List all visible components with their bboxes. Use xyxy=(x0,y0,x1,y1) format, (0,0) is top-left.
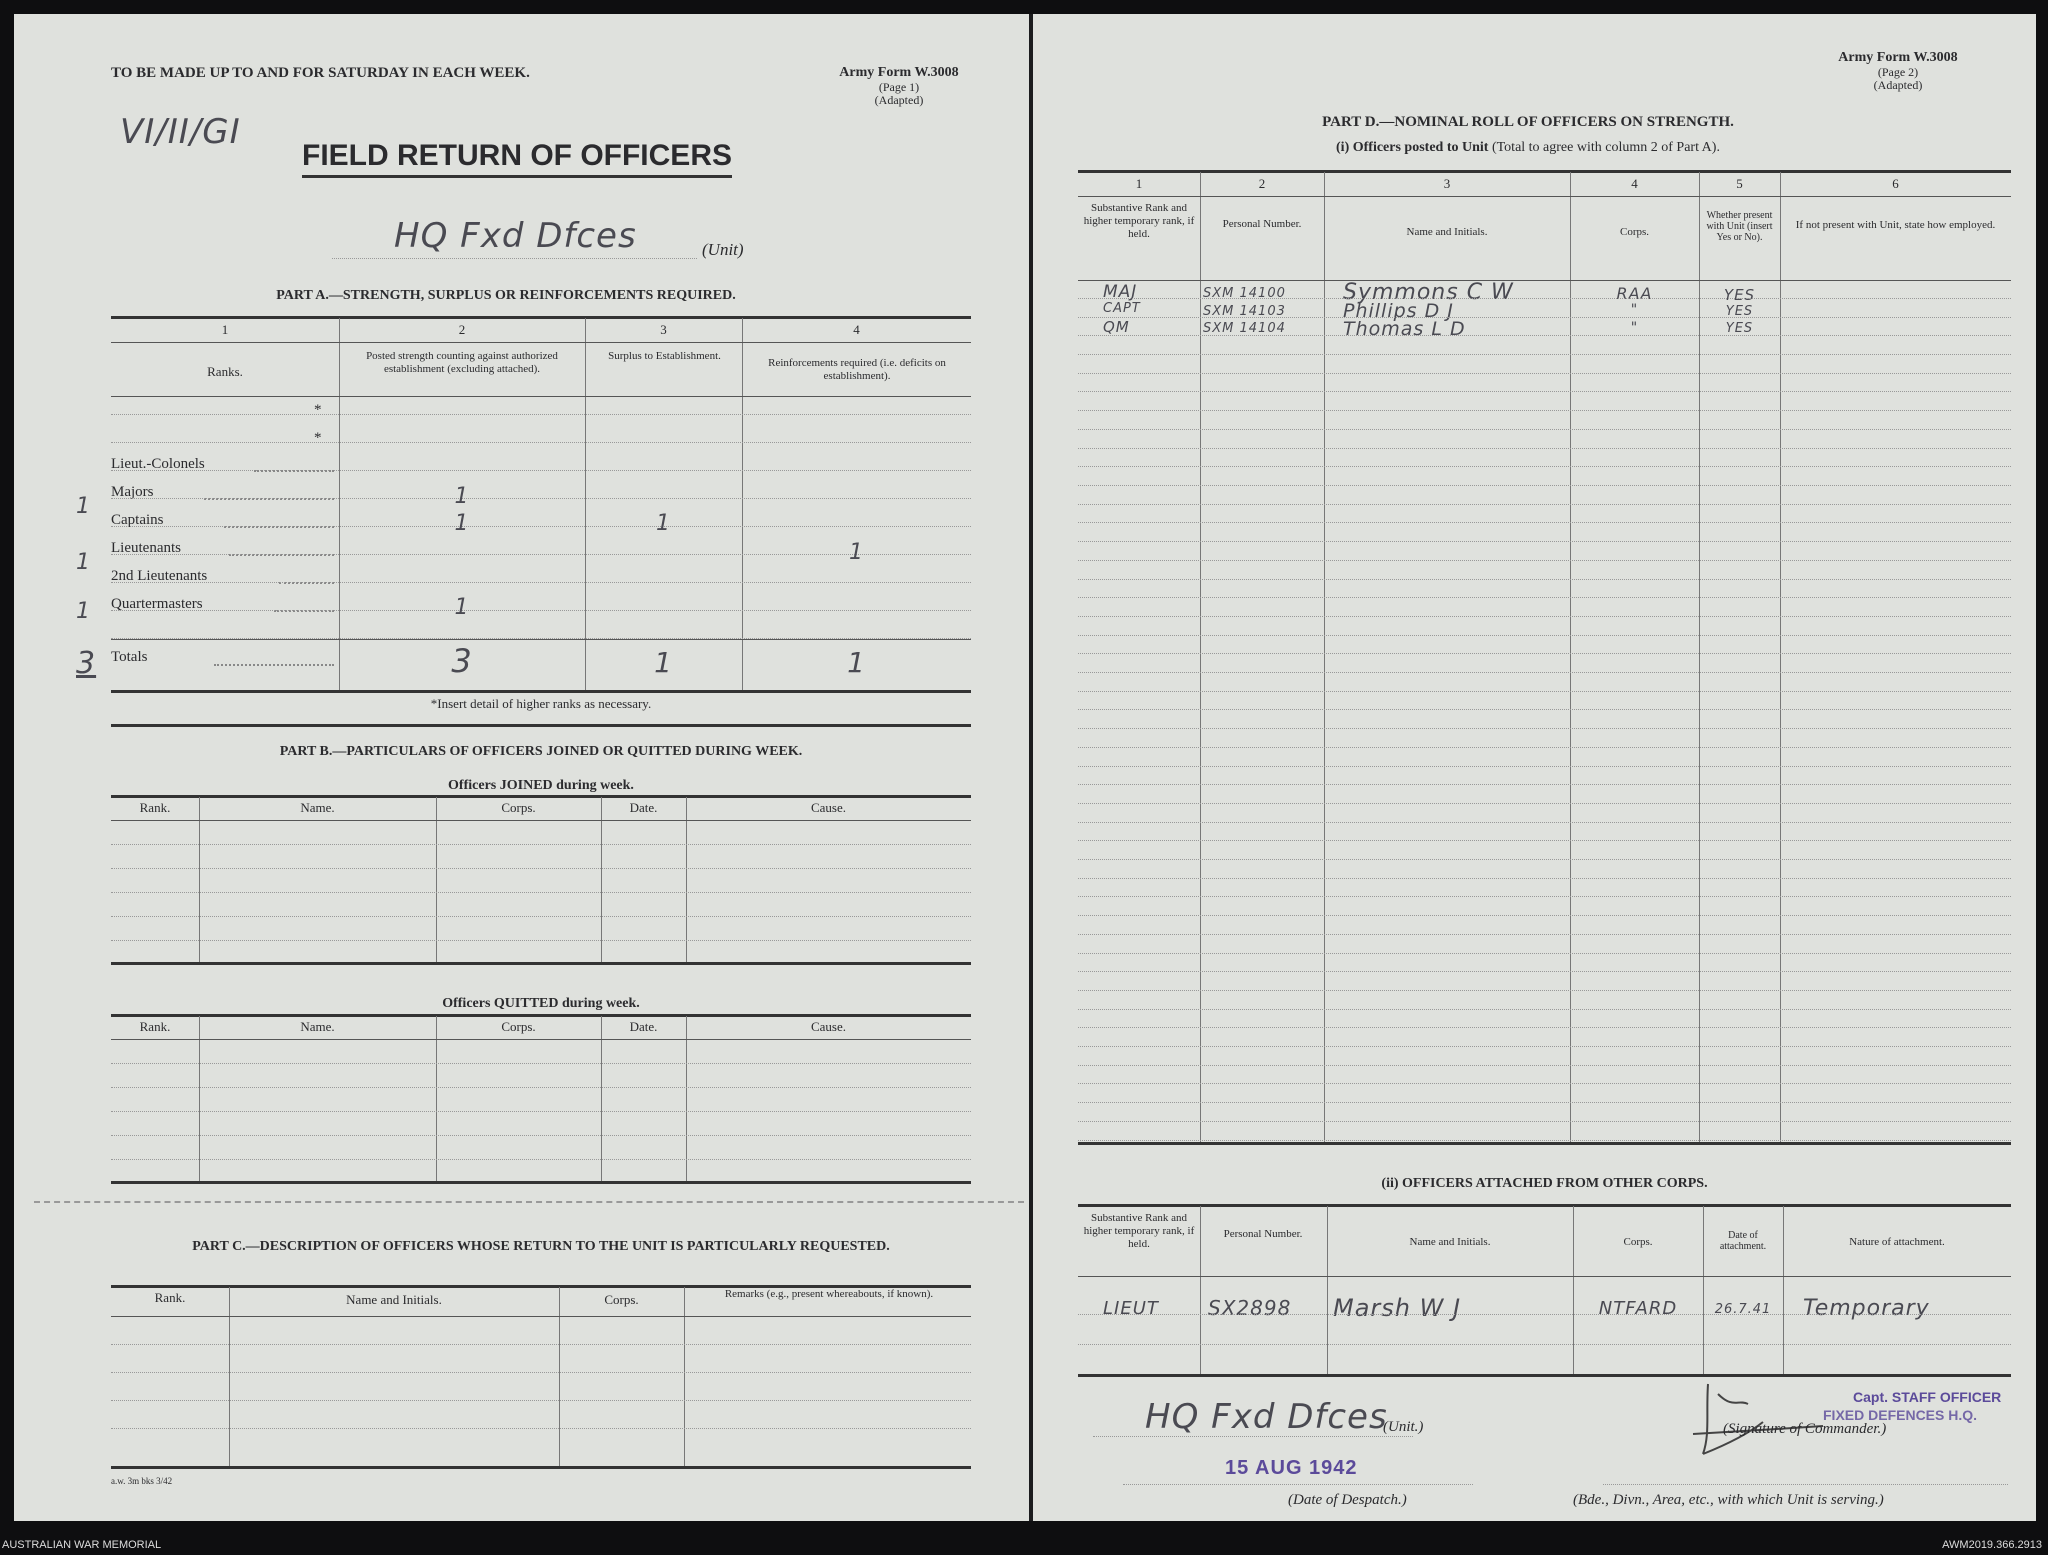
roll-ruled-line xyxy=(1078,298,2011,299)
roll-ruled-line xyxy=(1078,915,2011,916)
roll-ruled-line xyxy=(1078,691,2011,692)
roll-ruled-line xyxy=(1078,822,2011,823)
roll-rank: MAJ xyxy=(1103,282,1138,302)
col-number: 2 xyxy=(458,322,466,337)
dotted-rule xyxy=(1093,1436,1413,1437)
tally-mark: 1 xyxy=(76,550,91,575)
col-header: Corps. xyxy=(501,800,536,815)
thick-rule xyxy=(111,1466,971,1469)
thick-rule xyxy=(1078,1204,2011,1207)
col-divider xyxy=(436,797,437,962)
dotted-rule xyxy=(111,892,971,893)
part-d-sub-ii-heading: (ii) OFFICERS ATTACHED FROM OTHER CORPS. xyxy=(1381,1176,1708,1191)
col-divider xyxy=(229,1287,230,1467)
col-header-posted: Posted strength counting against authorized establishment (excluding attached). xyxy=(366,350,558,375)
serving-caption: (Bde., Divn., Area, etc., with which Unit is serving.) xyxy=(1573,1492,1884,1508)
thick-rule xyxy=(111,724,971,727)
roll-ruled-line xyxy=(1078,541,2011,542)
roll-ruled-line xyxy=(1078,317,2011,318)
asterisk: * xyxy=(314,430,322,446)
col-divider xyxy=(1327,1206,1328,1374)
roll-ruled-line xyxy=(1078,1046,2011,1047)
dotted-rule xyxy=(111,442,971,443)
dotted-rule xyxy=(1078,1314,2011,1315)
dotted-rule xyxy=(111,1400,971,1401)
col-divider xyxy=(1783,1206,1784,1374)
adapted-label: (Adapted) xyxy=(874,93,924,107)
att-corps: NTFARD xyxy=(1598,1298,1678,1319)
col-divider xyxy=(199,1016,200,1181)
roll-present: YES xyxy=(1725,321,1754,336)
thick-rule xyxy=(1078,1374,2011,1377)
totals-posted: 3 xyxy=(451,642,473,680)
totals-tally: 3 xyxy=(76,646,97,681)
dotted-rule xyxy=(111,844,971,845)
form-id: Army Form W.3008 xyxy=(839,65,959,80)
unit-handwritten: HQ Fxd Dfces xyxy=(1145,1397,1388,1437)
roll-ruled-line xyxy=(1078,335,2011,336)
roll-name: Phillips D J xyxy=(1343,300,1454,322)
roll-ruled-line xyxy=(1078,466,2011,467)
posted-value: 1 xyxy=(454,484,470,509)
col-header: Name. xyxy=(300,1019,335,1034)
roll-ruled-line xyxy=(1078,522,2011,523)
col-header: Name. xyxy=(300,800,335,815)
unit-underline xyxy=(332,258,697,259)
roll-ruled-line xyxy=(1078,429,2011,430)
col-header-employed: If not present with Unit, state how employed. xyxy=(1795,219,1996,231)
despatch-caption: (Date of Despatch.) xyxy=(1288,1492,1407,1508)
form-id-block xyxy=(804,65,994,107)
dotted-rule xyxy=(111,1428,971,1429)
form-id-block xyxy=(1803,50,1993,92)
page-label: (Page 1) xyxy=(878,80,920,94)
footer-accession: AWM2019.366.2913 xyxy=(1942,1539,2042,1551)
col-header: Rank. xyxy=(139,1019,171,1034)
col-header-number: Personal Number. xyxy=(1222,218,1302,230)
col-header: Name and Initials. xyxy=(346,1292,442,1307)
col-divider xyxy=(1573,1206,1574,1374)
col-header-rank: Substantive Rank and higher temporary rank, if held. xyxy=(1083,202,1195,240)
roll-present: YES xyxy=(1725,304,1754,319)
perforation-line xyxy=(34,1201,1024,1203)
att-header-number: Personal Number. xyxy=(1223,1228,1303,1240)
dotted-rule xyxy=(1603,1484,2008,1485)
thick-rule xyxy=(111,1181,971,1184)
roll-ruled-line xyxy=(1078,635,2011,636)
part-a-footnote: *Insert detail of higher ranks as necessary. xyxy=(430,696,652,711)
roll-ruled-line xyxy=(1078,971,2011,972)
roll-ruled-line xyxy=(1078,597,2011,598)
dotted-rule xyxy=(111,916,971,917)
dotted-rule xyxy=(111,1135,971,1136)
col-header-reinforcements: Reinforcements required (i.e. deficits on establishment). xyxy=(768,357,946,382)
roll-ruled-line xyxy=(1078,616,2011,617)
part-d-subheading xyxy=(1078,140,1978,156)
dotted-rule xyxy=(111,940,971,941)
thick-rule xyxy=(111,690,971,693)
dot-leader xyxy=(214,664,334,666)
roll-ruled-line xyxy=(1078,504,2011,505)
col-divider xyxy=(1200,1206,1201,1374)
att-header-rank: Substantive Rank and higher temporary rank, if held. xyxy=(1083,1212,1195,1250)
att-header-corps: Corps. xyxy=(1623,1236,1653,1248)
roll-rank: CAPT xyxy=(1103,301,1141,316)
thick-rule xyxy=(111,962,971,965)
col-header: Date. xyxy=(629,1019,658,1034)
totals-surplus: 1 xyxy=(654,646,673,679)
roll-ruled-line xyxy=(1078,354,2011,355)
rule xyxy=(111,396,971,397)
col-divider xyxy=(559,1287,560,1467)
roll-ruled-line xyxy=(1078,953,2011,954)
posted-value: 1 xyxy=(454,595,470,620)
col-header: Corps. xyxy=(501,1019,536,1034)
roll-ruled-line xyxy=(1078,410,2011,411)
col-number: 5 xyxy=(1736,176,1743,191)
surplus-value: 1 xyxy=(656,511,671,536)
roll-present: YES xyxy=(1723,286,1756,304)
rank-label: Quartermasters xyxy=(111,596,203,612)
roll-ruled-line xyxy=(1078,878,2011,879)
rule xyxy=(111,820,971,821)
printer-note: a.w. 3m bks 3/42 xyxy=(111,1476,173,1486)
col-divider xyxy=(601,797,602,962)
att-rank: LIEUT xyxy=(1103,1298,1159,1319)
att-nature: Temporary xyxy=(1803,1296,1930,1321)
thick-rule xyxy=(1078,1142,2011,1145)
col-header: Corps. xyxy=(604,1292,639,1307)
dotted-rule xyxy=(111,1111,971,1112)
roll-number: SXM 14100 xyxy=(1203,286,1286,301)
roll-ruled-line xyxy=(1078,1027,2011,1028)
asterisk: * xyxy=(314,402,322,418)
roll-corps: " xyxy=(1630,320,1639,336)
roll-ruled-line xyxy=(1078,840,2011,841)
roll-ruled-line xyxy=(1078,766,2011,767)
col-header-corps: Corps. xyxy=(1619,226,1650,238)
roll-ruled-line xyxy=(1078,1065,2011,1066)
rank-label: Majors xyxy=(111,484,154,500)
form-id: Army Form W.3008 xyxy=(1838,50,1958,65)
att-number: SX2898 xyxy=(1208,1296,1292,1320)
dotted-rule xyxy=(111,1087,971,1088)
rule xyxy=(111,639,971,640)
page-title: FIELD RETURN OF OFFICERS xyxy=(302,139,732,178)
rank-label: 2nd Lieutenants xyxy=(111,568,208,584)
rule xyxy=(111,1039,971,1040)
col-header-present: Whether present with Unit (insert Yes or No). xyxy=(1706,210,1773,243)
roll-ruled-line xyxy=(1078,653,2011,654)
roll-ruled-line xyxy=(1078,784,2011,785)
dotted-rule xyxy=(111,1372,971,1373)
despatch-date-stamp: 15 AUG 1942 xyxy=(1225,1457,1358,1479)
roll-number: SXM 14104 xyxy=(1203,321,1286,336)
roll-ruled-line xyxy=(1078,709,2011,710)
roll-corps: RAA xyxy=(1616,284,1653,303)
col-header: Rank. xyxy=(154,1290,186,1305)
top-instruction: TO BE MADE UP TO AND FOR SATURDAY IN EACH WEEK. xyxy=(111,65,530,81)
rule xyxy=(1078,1276,2011,1277)
roll-ruled-line xyxy=(1078,1083,2011,1084)
col-divider xyxy=(1703,1206,1704,1374)
handwritten-date: VI/II/GI xyxy=(120,112,241,152)
col-number: 4 xyxy=(1631,176,1638,191)
dotted-rule xyxy=(111,1063,971,1064)
roll-corps: " xyxy=(1630,302,1639,318)
col-number: 6 xyxy=(1892,176,1899,191)
col-number: 3 xyxy=(1443,176,1451,191)
col-divider xyxy=(686,797,687,962)
unit-handwritten: HQ Fxd Dfces xyxy=(394,216,637,256)
rule xyxy=(1078,196,2011,197)
col-divider xyxy=(686,1016,687,1181)
roll-ruled-line xyxy=(1078,579,2011,580)
form-page-1 xyxy=(14,14,1029,1521)
tally-mark: 1 xyxy=(76,599,91,624)
dotted-rule xyxy=(111,1344,971,1345)
roll-ruled-line xyxy=(1078,560,2011,561)
dotted-rule xyxy=(111,582,971,583)
att-header-nature: Nature of attachment. xyxy=(1849,1236,1945,1248)
rule xyxy=(111,342,971,343)
roll-number: SXM 14103 xyxy=(1203,304,1286,319)
unit-caption: (Unit.) xyxy=(1383,1419,1424,1435)
rank-label: Captains xyxy=(111,512,164,528)
thick-rule xyxy=(111,795,971,798)
roll-ruled-line xyxy=(1078,448,2011,449)
quitted-heading: Officers QUITTED during week. xyxy=(442,996,640,1011)
part-a-heading: PART A.—STRENGTH, SURPLUS OR REINFORCEMENTS REQUIRED. xyxy=(276,288,736,303)
fixed-defences-stamp: FIXED DEFENCES H.Q. xyxy=(1823,1407,1978,1423)
part-d-heading: PART D.—NOMINAL ROLL OF OFFICERS ON STRENGTH. xyxy=(1322,114,1734,130)
dotted-rule xyxy=(111,470,971,471)
part-a-top-rule xyxy=(111,316,971,319)
roll-ruled-line xyxy=(1078,373,2011,374)
signature-caption: (Signature of Commander.) xyxy=(1723,1421,1887,1437)
dotted-rule xyxy=(111,414,971,415)
col-divider xyxy=(684,1287,685,1467)
col-number: 4 xyxy=(853,322,860,337)
col-header: Remarks (e.g., present whereabouts, if known). xyxy=(724,1288,934,1300)
form-page-2 xyxy=(1033,14,2036,1521)
roll-ruled-line xyxy=(1078,934,2011,935)
col-number: 2 xyxy=(1258,176,1266,191)
col-number: 3 xyxy=(660,322,667,337)
dotted-rule xyxy=(1078,1344,2011,1345)
rule xyxy=(111,1316,971,1317)
roll-ruled-line xyxy=(1078,1102,2011,1103)
roll-ruled-line xyxy=(1078,391,2011,392)
joined-heading: Officers JOINED during week. xyxy=(448,778,634,793)
roll-name: Symmons C W xyxy=(1343,280,1514,305)
roll-ruled-line xyxy=(1078,1121,2011,1122)
col-header: Cause. xyxy=(810,1019,847,1034)
rank-label: Lieut.-Colonels xyxy=(111,456,205,472)
staff-officer-stamp: Capt. STAFF OFFICER xyxy=(1853,1389,2002,1405)
col-header: Rank. xyxy=(139,800,171,815)
dotted-rule xyxy=(1123,1484,1473,1485)
col-divider xyxy=(199,797,200,962)
unit-caption: (Unit) xyxy=(702,240,744,259)
adapted-label: (Adapted) xyxy=(1873,78,1923,92)
sub-i-note: (Total to agree with column 2 of Part A). xyxy=(1491,140,1720,155)
posted-value: 1 xyxy=(454,511,470,536)
roll-name: Thomas L D xyxy=(1343,318,1466,340)
dot-leader xyxy=(254,470,334,472)
part-b-heading: PART B.—PARTICULARS OF OFFICERS JOINED OR QUITTED DURING WEEK. xyxy=(279,744,803,759)
dotted-rule xyxy=(111,1159,971,1160)
att-name: Marsh W J xyxy=(1333,1294,1462,1322)
rule xyxy=(1078,280,2011,281)
thick-rule xyxy=(111,1014,971,1017)
col-header-surplus: Surplus to Establishment. xyxy=(608,350,721,362)
roll-ruled-line xyxy=(1078,1140,2011,1141)
col-number: 1 xyxy=(221,322,229,337)
roll-ruled-line xyxy=(1078,728,2011,729)
sub-i-label: (i) Officers posted to Unit xyxy=(1336,140,1489,155)
reinforcement-value: 1 xyxy=(849,540,864,565)
roll-ruled-line xyxy=(1078,803,2011,804)
roll-rank: QM xyxy=(1103,318,1130,336)
roll-ruled-line xyxy=(1078,859,2011,860)
roll-ruled-line xyxy=(1078,672,2011,673)
totals-reinforcements: 1 xyxy=(847,646,866,679)
col-divider xyxy=(601,1016,602,1181)
att-header-date: Date of attachment. xyxy=(1719,1230,1767,1252)
col-header-name: Name and Initials. xyxy=(1406,226,1488,238)
att-date: 26.7.41 xyxy=(1714,1302,1772,1317)
col-header-ranks: Ranks. xyxy=(207,364,243,379)
page-label: (Page 2) xyxy=(1877,65,1919,79)
roll-ruled-line xyxy=(1078,990,2011,991)
footer-institution: AUSTRALIAN WAR MEMORIAL xyxy=(2,1539,162,1551)
col-divider xyxy=(436,1016,437,1181)
roll-ruled-line xyxy=(1078,896,2011,897)
rank-label: Lieutenants xyxy=(111,540,181,556)
dotted-rule xyxy=(111,868,971,869)
roll-ruled-line xyxy=(1078,485,2011,486)
col-header: Cause. xyxy=(810,800,847,815)
col-header: Date. xyxy=(629,800,658,815)
totals-label: Totals xyxy=(111,649,148,665)
att-header-name: Name and Initials. xyxy=(1409,1236,1491,1248)
thick-rule xyxy=(1078,170,2011,173)
roll-ruled-line xyxy=(1078,1009,2011,1010)
tally-mark: 1 xyxy=(76,494,91,519)
roll-ruled-line xyxy=(1078,747,2011,748)
col-number: 1 xyxy=(1135,176,1143,191)
col-divider xyxy=(585,318,586,691)
col-divider xyxy=(742,318,743,691)
part-c-heading: PART C.—DESCRIPTION OF OFFICERS WHOSE RETURN TO THE UNIT IS PARTICULARLY REQUESTED. xyxy=(192,1239,890,1254)
